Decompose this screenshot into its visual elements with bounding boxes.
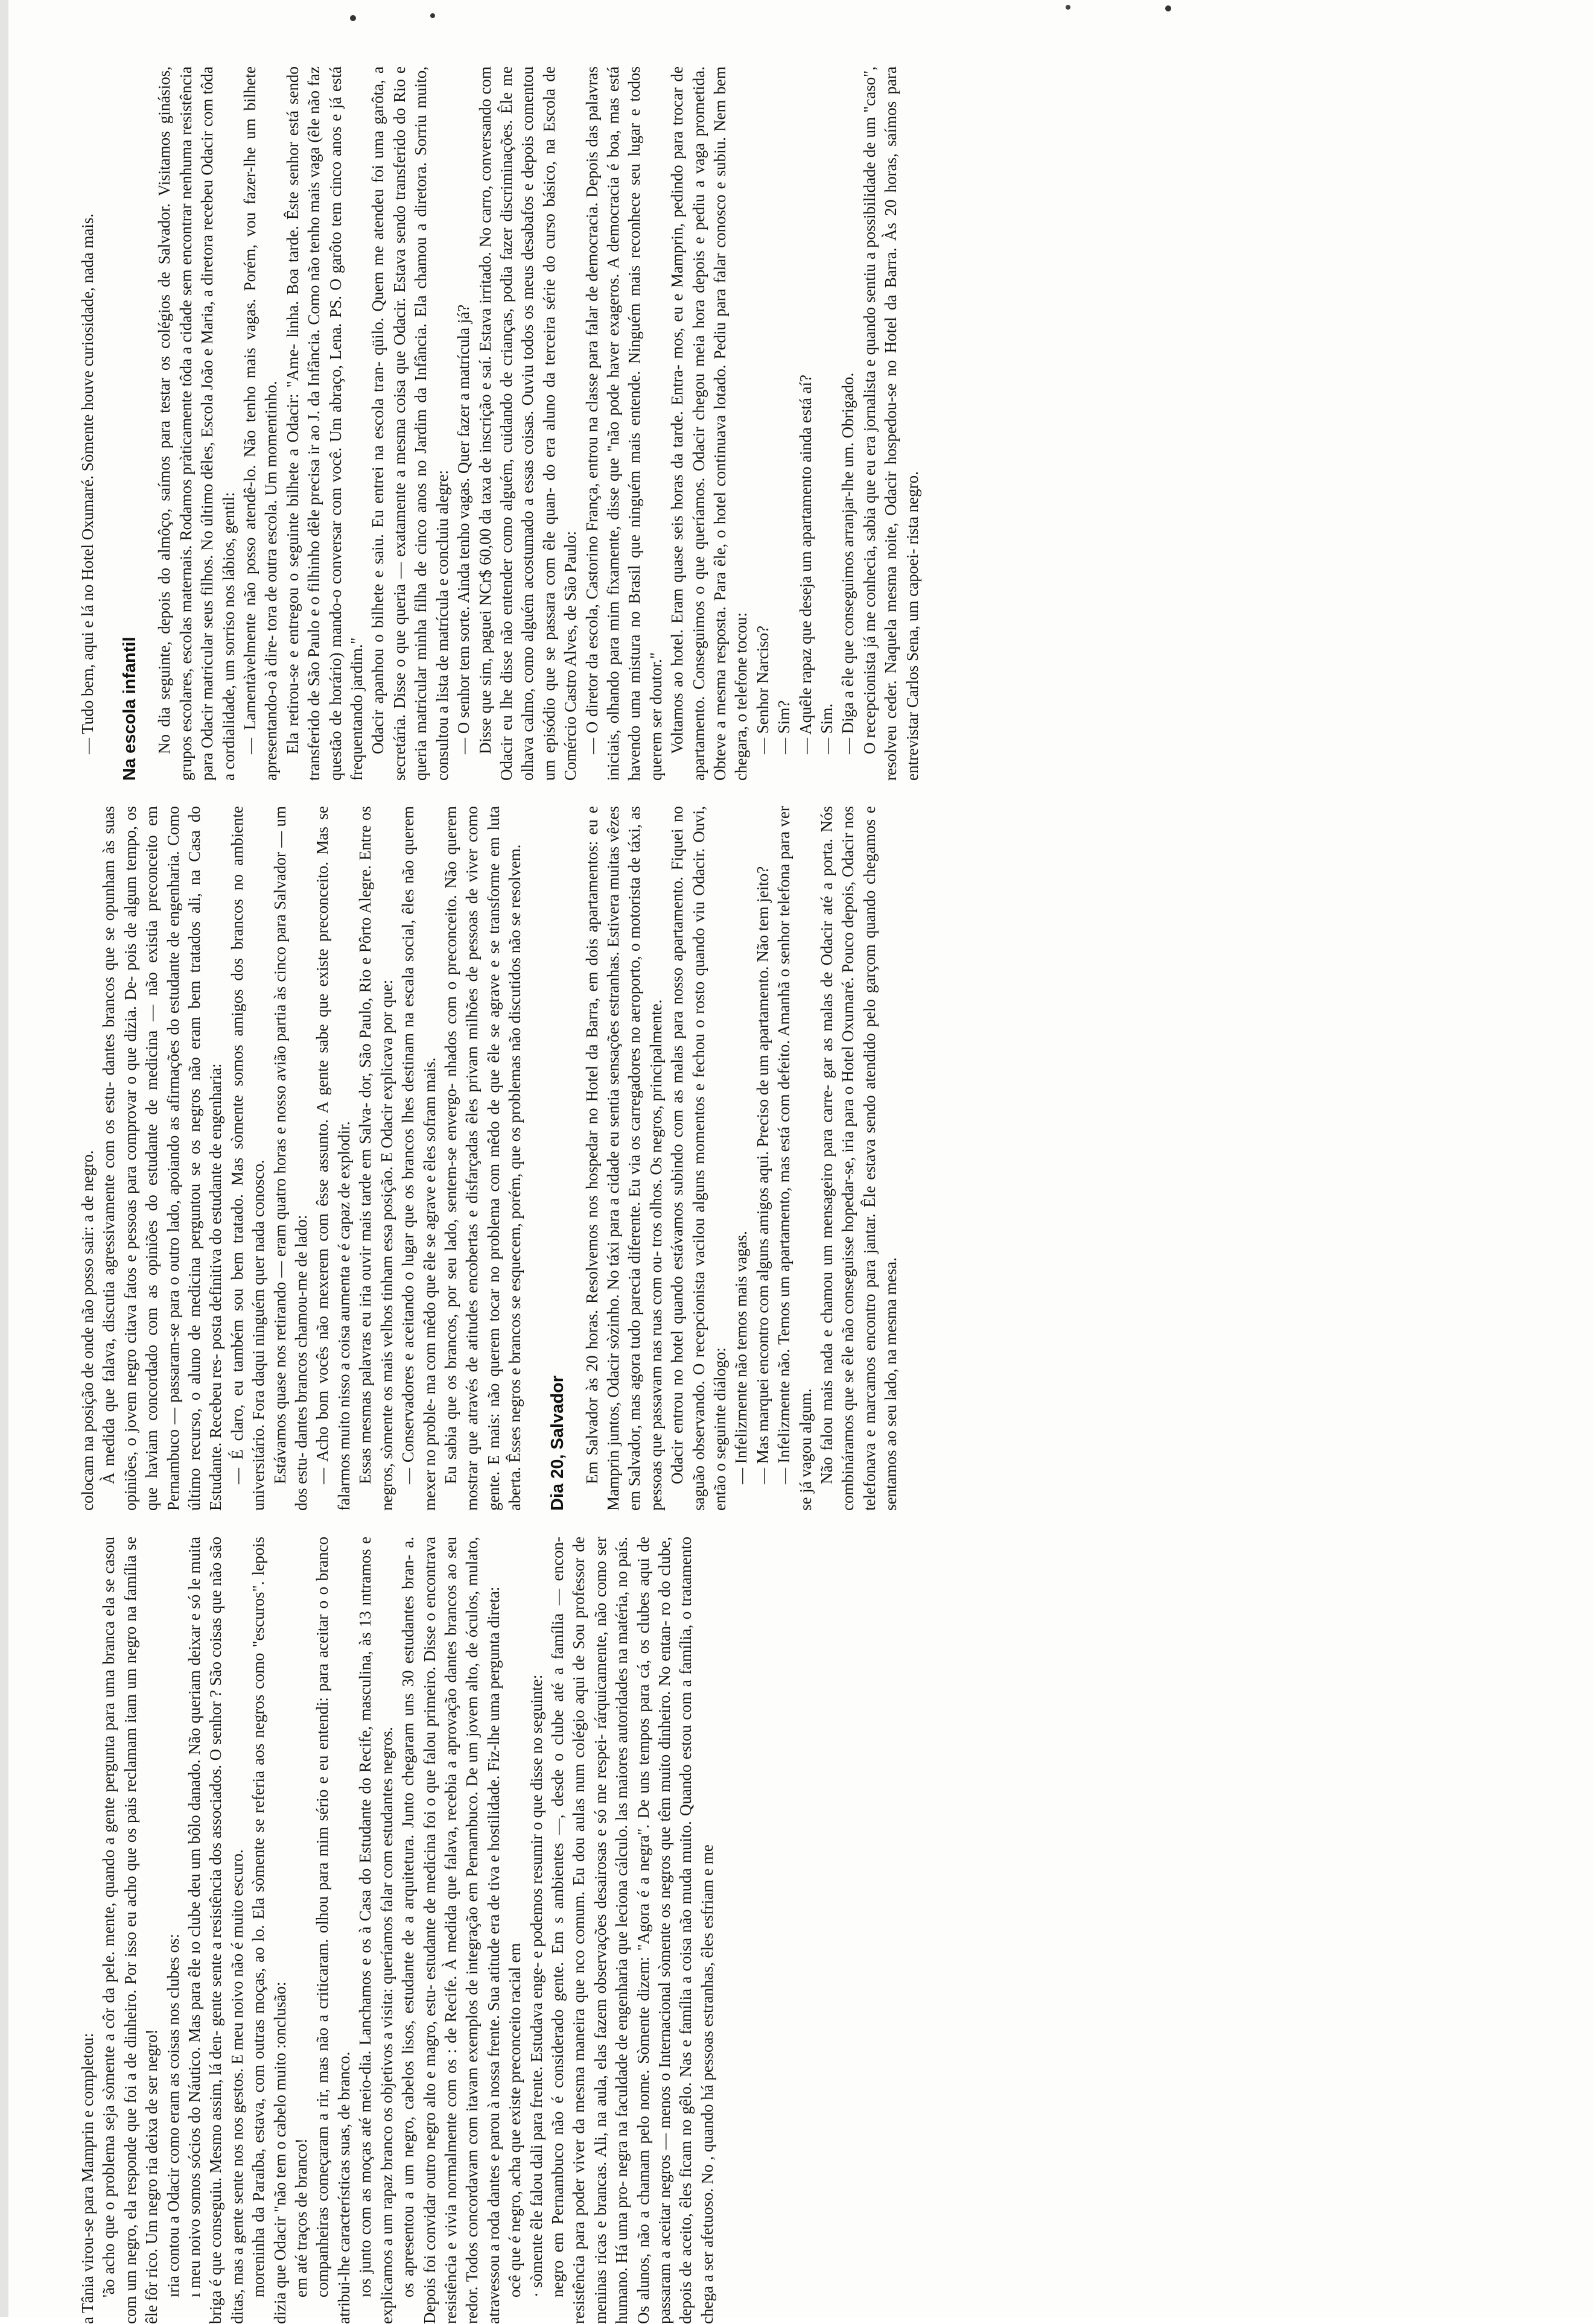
paragraph: — Infelizmente não temos mais vagas. xyxy=(732,1231,751,1484)
paragraph: Não falou mais nada e chamou um mensageiro para carre- gar as malas de Odacir até a porta. Nós combináramos que se êle não conseguisse hopedar-se, iria para o Hotel Oxumaré. Pouco depois, Odacir nos telefonava e marcamos encontro para jantar. Êle estava sendo atendido pelo garçom quando chegamos e sentamos ao seu lado, na mesma mesa. xyxy=(818,806,900,1511)
paragraph: — Sim? xyxy=(775,700,793,754)
paragraph: — Conservadores e aceitando o lugar que os brancos lhes destinam na escala social, êles não querem mexer no proble- ma com mêdo que êle se agrave e êles sofram mais. xyxy=(399,806,439,1511)
paragraph: Estávamos quase nos retirando — eram quatro horas e nosso avião partia às cinco para Salvador — um dos estu- dantes brancos chamou-me de lado: xyxy=(270,806,311,1511)
paragraph: À medida que falava, discutia agressivamente com os estu- dantes brancos que se opunham às suas opiniões, o jovem negro citava fatos e pessoas para comprovar o que dizia. De- pois de algum tempo, os que haviam concordado com as opiniões do estudante de medicina — não existia preconceito em Pernambuco — passaram-se para o outro lado, apoiando as afirmações do estudante de engenharia. Como último recurso, o aluno de medicina perguntou se os negros não eram bem tratados ali, na Casa do Estudante. Recebeu res- posta definitiva do estudante de engenharia: xyxy=(100,806,225,1511)
paragraph: Odacir apanhou o bilhete e saiu. Eu entrei na escola tran- qüilo. Quem me atendeu foi uma garôta, a secretária. Disse o que queria — exatamente a mesma coisa que Odacir. Estava sendo transferido do Rio e queria matricular minha filha de cinco anos no Jardim da Infância. Ela chamou a diretora. Sorriu muito, consultou a lista de matrícula e concluiu alegre: xyxy=(369,66,451,781)
paragraph: — Senhor Narciso? xyxy=(753,626,772,754)
paragraph: os apresentou a um negro, cabelos lisos, estudante de a arquitetura. Junto chegaram uns 30 estudantes bran- a. Depois foi convidar outro negro alto e magro, estu- estudante de medicina foi o que falou primeiro. Disse o encontrava resistência e vivia normalmente com os : de Recife. À medida que falava, recebia a aprovação dantes brancos ao seu redor. Todos concordavam com itavam exemplos de integração em Pernambuco. De um jovem alto, de óculos, mulato, atravessou a roda dantes e parou à nossa frente. Sua atitude era de tiva e hostilidade. Fiz-lhe uma pergunta direta: xyxy=(399,1537,503,2324)
paragraph: Odacir entrou no hotel quando estávamos subindo com as malas para nosso apartamento. Fiquei no saguão observando. O recepcionista vacilou alguns momentos e fechou o rosto quando viu Odacir. Ouvi, então o seguinte diálogo: xyxy=(668,806,729,1511)
paragraph: 'ão acho que o problema seja sòmente a côr da pele. mente, quando a gente pergunta para uma branca ela se casou com um negro, ela responde que foi a de dinheiro. Por isso eu acho que os pais reclamam itam um negro na família se êle fôr rico. Um negro ria deixa de ser negro! xyxy=(100,1537,161,2324)
paragraph: — Acho bom vocês não mexerem com êsse assunto. A gente sabe que existe preconceito. Mas se falarmos muito nisso a coisa aumenta e é capaz de explodir. xyxy=(313,806,353,1511)
paragraph: — Mas marquei encontro com alguns amigos aqui. Preciso de um apartamento. Não tem jeito? xyxy=(753,866,772,1484)
paragraph: Voltamos ao hotel. Eram quase seis horas da tarde. Entra- mos, eu e Mamprin, pedindo para trocar de apartamento. Conseguimos o que queríamos. Odacir chegou meia hora depois e pediu a vaga prometida. Obteve a mesma resposta. Para êle, o hotel continuava lotado. Pediu para falar conosco e subiu. Nem bem chegara, o telefone tocou: xyxy=(668,66,751,781)
paragraph: — Tudo bem, aqui e lá no Hotel Oxumaré. Sòmente houve curiosidade, nada mais. xyxy=(78,213,97,754)
paragraph: ıria contou a Odacir como eram as coisas nos clubes os: xyxy=(164,1934,182,2297)
paragraph: — Infelizmente não. Temos um apartamento, mas está com defeito. Amanhã o senhor telefona para ver se já vagou algum. xyxy=(775,806,815,1511)
right-column xyxy=(77,66,923,781)
paragraph: Essas mesmas palavras eu iria ouvir mais tarde em Salva- dor, São Paulo, Rio e Pôrto Alegre. Entre os negros, sòmente os mais velhos tinham essa posição. E Odacir explicava por que: xyxy=(356,806,396,1511)
paragraph: companheiras começaram a rir, mas não a criticaram. olhou para mim sério e eu entendi: para aceitar o o branco atribui-lhe características suas, de branco. xyxy=(313,1537,353,2324)
paragraph: a Tânia virou-se para Mamprin e completou: xyxy=(78,2033,97,2324)
paragraph: Em Salvador às 20 horas. Resolvemos nos hospedar no Hotel da Barra, em dois apartamentos: eu e Mamprin juntos, Odacir sòzinho. No táxi para a cidade eu sentia sensações estranhas. Estivera muitas vêzes em Salvador, mas agora tudo parecia diferente. Eu via os carregadores no aeroporto, o motorista de táxi, as pessoas que passavam nas ruas com ou- tros olhos. Os negros, principalmente. xyxy=(582,806,665,1511)
paragraph: moreninha da Paraíba, estava, com outras moças, ao lo. Ela sòmente se referia aos negros como "escuros". lepois dizia que Odacir "não tem o cabelo muito :onclusão: xyxy=(249,1537,289,2324)
paragraph: O recepcionista já me conhecia, sabia que eu era jornalista e quando sentiu a possibilidade de um "caso", resolveu ceder. Naquela mesma noite, Odacir hospedou-se no Hotel da Barra. Às 20 horas, saímos para entrevistar Carlos Sena, um capoei- rista negro. xyxy=(860,66,921,781)
paragraph: ocê que é negro, acha que existe preconceito racial em xyxy=(506,1943,524,2297)
paragraph: Ela retirou-se e entregou o seguinte bilhete a Odacir: "Ame- linha. Boa tarde. Êste senhor está sendo transferido de São Paulo e o filhinho dêle precisa ir ao J. da Infância. Como não tenho mais vaga (êle não faz questão de horário) mando-o conversar com você. Um abraço, Lena. PS. O garôto tem cinco anos e já está frequentando jardim." xyxy=(283,66,366,781)
middle-column xyxy=(77,806,902,1511)
paragraph: colocam na posição de onde não posso sair: a de negro. xyxy=(78,1150,97,1511)
paragraph: — O diretor da escola, Castorino França, entrou na classe para falar de democracia. Depois das palavras iniciais, olhando para mim fixamente, disse que "não pode haver exageros. A democracia é boa, mas está havendo uma mistura no Brasil que ninguém mais entende. Ninguém mais reconhece seu lugar e todos querem ser doutor." xyxy=(582,66,665,781)
paragraph: · sòmente êle falou dali para frente. Estudava enge- e podemos resumir o que disse no seguinte: xyxy=(527,1674,545,2297)
paragraph: — O senhor tem sorte. Ainda tenho vagas. Quer fazer a matrícula já? xyxy=(454,304,473,754)
paragraph: No dia seguinte, depois do almôço, saímos para testar os colégios de Salvador. Visitamos ginásios, grupos escolares, escolas maternais. Rodamos pràticamente tôda a cidade sem encontrar nenhuma resistência para Odacir matricular seus filhos. No último dêles, Escola João e Maria, a diretora recebeu Odacir com tôda a cordialidade, um sorriso nos lábios, gentil: xyxy=(155,66,238,781)
paragraph: — Lamentàvelmente não posso atendê-lo. Não tenho mais vagas. Porém, vou fazer-lhe um bilhete apresentando-o à dire- tora de outra escola. Um momentinho. xyxy=(241,66,281,781)
paragraph: ıos junto com as moças até meio-dia. Lanchamos e os à Casa do Estudante do Recife, masculina, às 13 ıntramos e explicamos a um rapaz branco os objetivos a visita: queríamos falar com estudantes negros. xyxy=(356,1537,396,2324)
paragraph: Disse que sim, paguei NCr$ 60,00 da taxa de inscrição e saí. Estava irritado. No carro, conversando com Odacir eu lhe disse não entender como alguém, cuidando de crianças, podia fazer discriminações. Êle me olhava calmo, como alguém acostumado a essas coisas. Ouviu todos os meus desabafos e depois comentou um episódio que se passara com êle quan- do era aluno da terceira série do curso básico, na Escola de Comércio Castro Alves, de São Paulo: xyxy=(475,66,580,781)
paragraph: — Sim. xyxy=(818,703,836,754)
paragraph: em até traços de branco! xyxy=(292,2138,311,2297)
paragraph: Eu sabia que os brancos, por seu lado, sentem-se envergo- nhados com o preconceito. Não querem mostrar que através de atitudes encobertas e disfarçadas êles privam milhões de pessoas de viver como gente. E mais: não querem tocar no problema com mêdo de que êle se agrave e se transforme em luta aberta. Êsses negros e brancos se esquecem, porém, que os problemas não discutidos não se resolvem. xyxy=(441,806,524,1511)
left-column xyxy=(77,1537,718,2324)
paragraph: — É claro, eu também sou bem tratado. Mas sòmente somos amigos dos brancos no ambiente universitário. Fora daqui ninguém quer nada conosco. xyxy=(227,806,268,1511)
paragraph: — Aquêle rapaz que deseja um apartamento ainda está aí? xyxy=(796,375,815,754)
paragraph: — Diga a êle que conseguimos arranjar-lhe um. Obrigado. xyxy=(839,372,857,754)
paragraph: ı meu noivo somos sócios do Náutico. Mas para êle ıo clube deu um bôlo danado. Não queriam deixar e só le muita briga é que conseguiu. Mesmo assim, lá den- gente sente a resistência dos associados. O senhor ? São coisas que não são ditas, mas a gente sente nos nos gestos. E meu noivo não é muito escuro. xyxy=(185,1537,246,2324)
section-heading: Na escola infantil xyxy=(120,637,140,781)
paragraph: negro em Pernambuco não é considerado gente. Em s ambientes —, desde o clube até a família — encon- resistência para poder viver da mesma maneira que nco comum. Eu dou aulas num colégio aqui de Sou professor de meninas ricas e brancas. Ali, na aula, elas fazem observações desairosas e só me respei- rárquicamente, não como ser humano. Há uma pro- negra na faculdade de engenharia que leciona cálculo. las maiores autoridades na matéria, no país. Os alunos, não a chamam pelo nome. Sòmente dizem: "Agora é a negra". De uns tempos para cá, os clubes aqui de passaram a aceitar negros — menos o Internacional sòmente os negros que têm muito dinheiro. No entan- ro do clube, depois de aceito, êles ficam no gêlo. Nas e família a coisa não muda muito. Quando estou com a família, o tratamento chega a ser afetuoso. No , quando há pessoas estranhas, êles esfriam e me xyxy=(548,1537,716,2324)
section-heading: Dia 20, Salvador xyxy=(547,1375,567,1511)
